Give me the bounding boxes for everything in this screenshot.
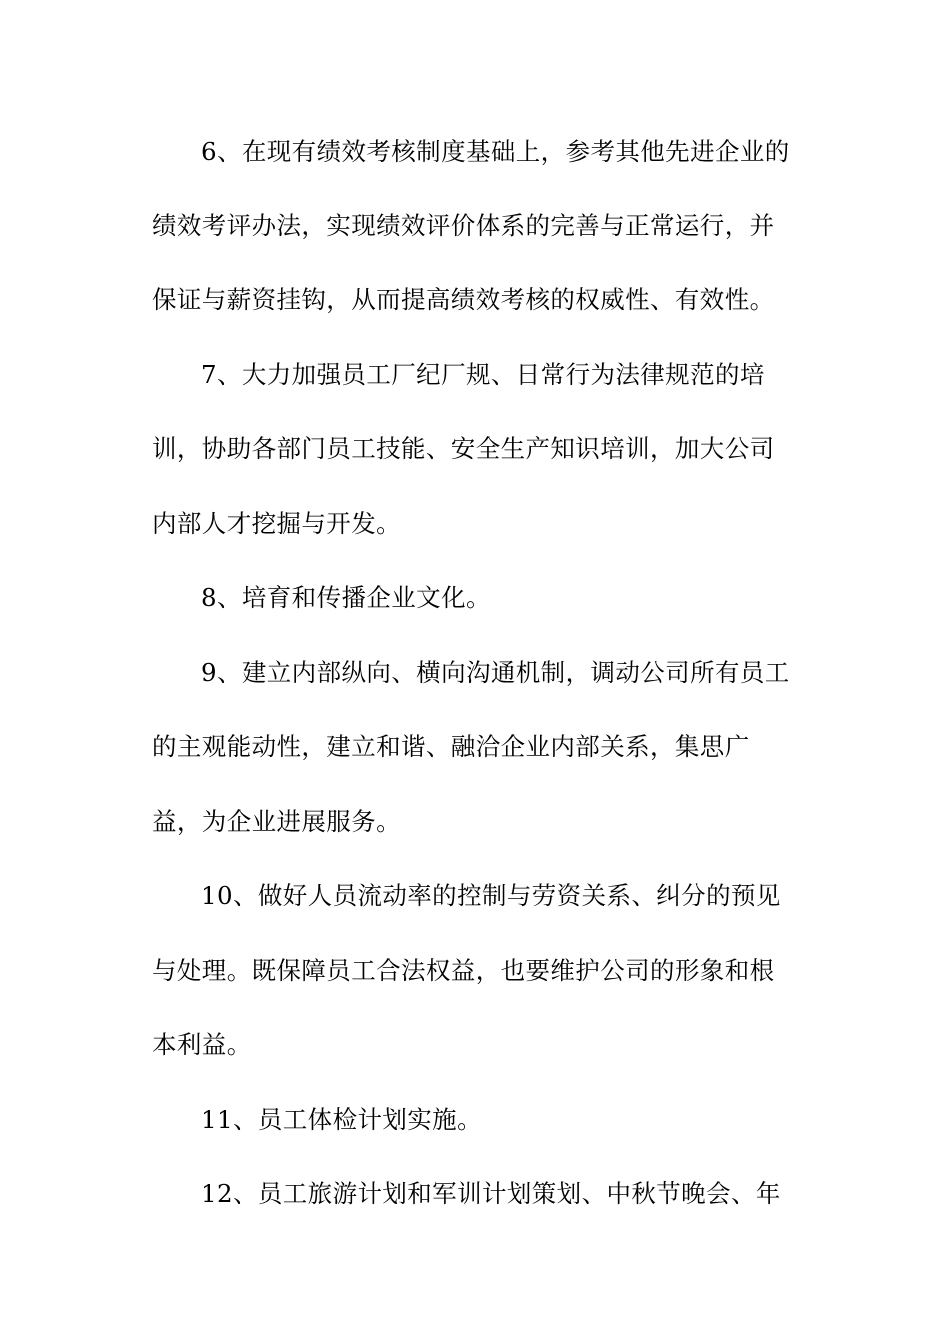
paragraph-12-line-1: 12、员工旅游计划和军训计划策划、中秋节晚会、年 bbox=[201, 1179, 781, 1208]
paragraph-7-line-2: 训，协助各部门员工技能、安全生产知识培训，加大公司 bbox=[152, 434, 775, 463]
paragraph-6-line-2: 绩效考评办法，实现绩效评价体系的完善与正常运行，并 bbox=[152, 211, 775, 240]
paragraph-6-line-1: 6、在现有绩效考核制度基础上，参考其他先进企业的 bbox=[201, 137, 790, 166]
paragraph-8-line-1: 8、培育和传播企业文化。 bbox=[201, 583, 491, 612]
paragraph-9-line-3: 益，为企业进展服务。 bbox=[152, 807, 401, 836]
paragraph-9-line-1: 9、建立内部纵向、横向沟通机制，调动公司所有员工 bbox=[201, 658, 790, 687]
paragraph-10-line-2: 与处理。既保障员工合法权益，也要维护公司的形象和根 bbox=[152, 956, 775, 985]
paragraph-11-line-1: 11、员工体检计划实施。 bbox=[201, 1105, 482, 1134]
paragraph-10-line-3: 本利益。 bbox=[152, 1030, 252, 1059]
paragraph-7-line-1: 7、大力加强员工厂纪厂规、日常行为法律规范的培 bbox=[201, 360, 765, 389]
paragraph-9-line-2: 的主观能动性，建立和谐、融洽企业内部关系，集思广 bbox=[152, 732, 750, 761]
paragraph-6-line-3: 保证与薪资挂钩，从而提高绩效考核的权威性、有效性。 bbox=[152, 285, 775, 314]
paragraph-10-line-1: 10、做好人员流动率的控制与劳资关系、纠分的预见 bbox=[201, 881, 781, 910]
paragraph-7-line-3: 内部人才挖掘与开发。 bbox=[152, 509, 401, 538]
